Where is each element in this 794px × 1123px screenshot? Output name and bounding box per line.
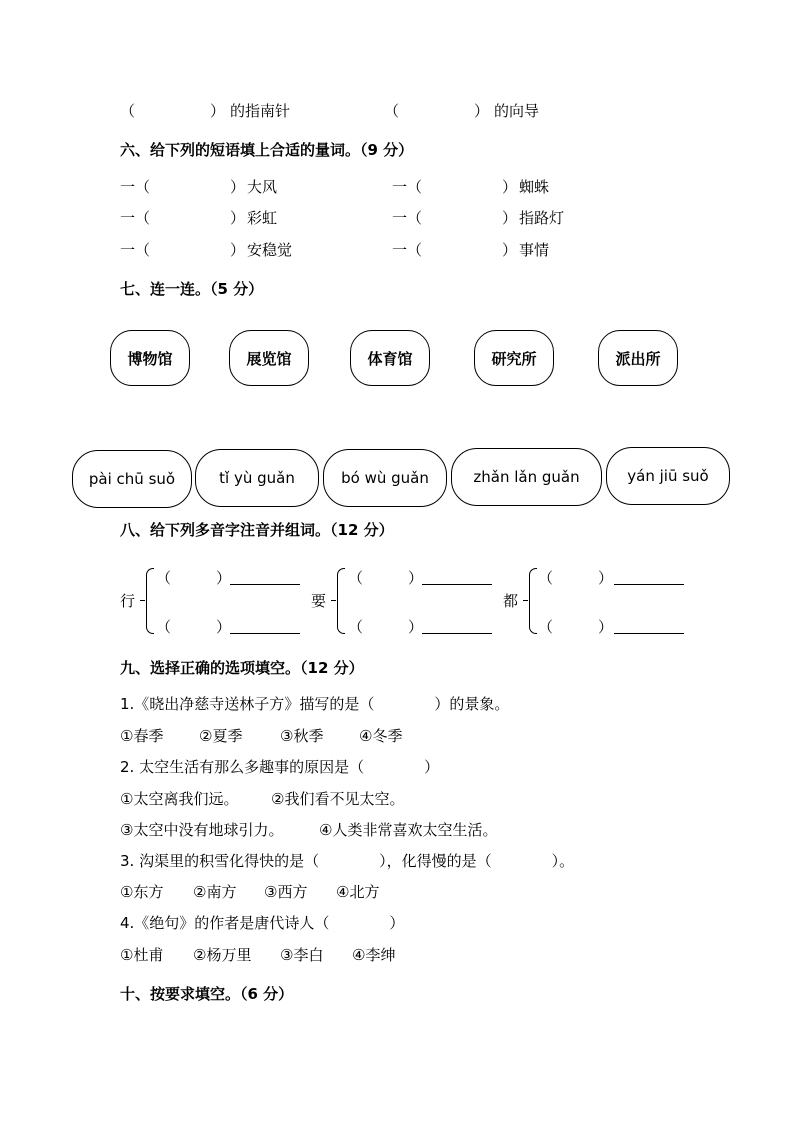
quantifier-prefix: 一（ <box>120 209 151 227</box>
option[interactable]: ①春季 <box>120 727 164 745</box>
quantifier-close: ） <box>502 178 518 196</box>
word-blank-line[interactable] <box>614 584 684 585</box>
pinyin-box[interactable]: yán jiū suǒ <box>606 447 730 505</box>
phrase-text: 的指南针 <box>230 102 291 120</box>
option[interactable]: ②我们看不见太空。 <box>271 790 405 808</box>
quantifier-prefix: 一（ <box>392 178 423 196</box>
pinyin-blank[interactable]: （ ） <box>348 618 424 636</box>
section-8-title: 八、给下列多音字注音并组词。（12 分） <box>120 521 394 539</box>
phrase-text: 事情 <box>519 241 550 259</box>
pinyin-box[interactable]: tǐ yù guǎn <box>195 449 319 507</box>
quantifier-close: ） <box>502 209 518 227</box>
option[interactable]: ④北方 <box>336 883 380 901</box>
option[interactable]: ④冬季 <box>359 727 403 745</box>
quantifier-close: ） <box>230 178 246 196</box>
question-1: 1.《晓出净慈寺送林子方》描写的是（ ）的景象。 <box>120 695 510 713</box>
option[interactable]: ②南方 <box>193 883 237 901</box>
polyphone-char: 行 <box>120 592 136 610</box>
word-box[interactable]: 体育馆 <box>350 330 430 386</box>
pinyin-blank[interactable]: （ ） <box>348 569 424 587</box>
option[interactable]: ③秋季 <box>280 727 324 745</box>
phrase-text: 的向导 <box>494 102 540 120</box>
phrase-text: 彩虹 <box>247 209 278 227</box>
question-2: 2. 太空生活有那么多趣事的原因是（ ） <box>120 758 440 776</box>
brace-tip <box>140 600 145 601</box>
question-4: 4.《绝句》的作者是唐代诗人（ ） <box>120 914 405 932</box>
phrase-text: 指路灯 <box>519 209 565 227</box>
section-9-title: 九、选择正确的选项填空。（12 分） <box>120 659 364 677</box>
option[interactable]: ③太空中没有地球引力。 <box>120 821 284 839</box>
section-6-title: 六、给下列的短语填上合适的量词。（9 分） <box>120 141 414 159</box>
word-box[interactable]: 研究所 <box>474 330 554 386</box>
section-10-title: 十、按要求填空。（6 分） <box>120 985 294 1003</box>
phrase-text: 安稳觉 <box>247 241 293 259</box>
brace <box>337 568 345 634</box>
option[interactable]: ④人类非常喜欢太空生活。 <box>319 821 498 839</box>
word-blank-line[interactable] <box>230 633 300 634</box>
option[interactable]: ③李白 <box>280 946 324 964</box>
pinyin-blank[interactable]: （ ） <box>156 569 232 587</box>
option[interactable]: ①杜甫 <box>120 946 164 964</box>
quantifier-close: ） <box>230 209 246 227</box>
paren-blank[interactable]: （ ） <box>120 102 226 120</box>
option[interactable]: ①太空离我们远。 <box>120 790 239 808</box>
word-blank-line[interactable] <box>422 584 492 585</box>
question-3: 3. 沟渠里的积雪化得快的是（ ），化得慢的是（ ）。 <box>120 852 575 870</box>
pinyin-box[interactable]: zhǎn lǎn guǎn <box>451 448 602 506</box>
polyphone-char: 都 <box>503 592 519 610</box>
option[interactable]: ④李绅 <box>352 946 396 964</box>
brace <box>146 568 154 634</box>
option[interactable]: ①东方 <box>120 883 164 901</box>
word-blank-line[interactable] <box>614 633 684 634</box>
pinyin-box[interactable]: bó wù guǎn <box>323 449 447 507</box>
phrase-text: 大风 <box>247 178 278 196</box>
option[interactable]: ②夏季 <box>199 727 243 745</box>
paren-blank[interactable]: （ ） <box>384 102 490 120</box>
pinyin-blank[interactable]: （ ） <box>538 618 614 636</box>
section-7-title: 七、连一连。（5 分） <box>120 280 264 298</box>
word-blank-line[interactable] <box>230 584 300 585</box>
option[interactable]: ②杨万里 <box>193 946 252 964</box>
pinyin-blank[interactable]: （ ） <box>538 569 614 587</box>
brace-tip <box>523 600 528 601</box>
option[interactable]: ③西方 <box>264 883 308 901</box>
word-box[interactable]: 派出所 <box>598 330 678 386</box>
quantifier-prefix: 一（ <box>392 209 423 227</box>
phrase-text: 蜘蛛 <box>519 178 550 196</box>
quantifier-prefix: 一（ <box>120 241 151 259</box>
quantifier-prefix: 一（ <box>392 241 423 259</box>
polyphone-char: 要 <box>311 592 327 610</box>
pinyin-box[interactable]: pài chū suǒ <box>72 450 192 508</box>
brace-tip <box>331 600 336 601</box>
pinyin-blank[interactable]: （ ） <box>156 618 232 636</box>
word-box[interactable]: 博物馆 <box>110 330 190 386</box>
brace <box>529 568 537 634</box>
quantifier-prefix: 一（ <box>120 178 151 196</box>
word-blank-line[interactable] <box>422 633 492 634</box>
quantifier-close: ） <box>502 241 518 259</box>
quantifier-close: ） <box>230 241 246 259</box>
word-box[interactable]: 展览馆 <box>229 330 309 386</box>
